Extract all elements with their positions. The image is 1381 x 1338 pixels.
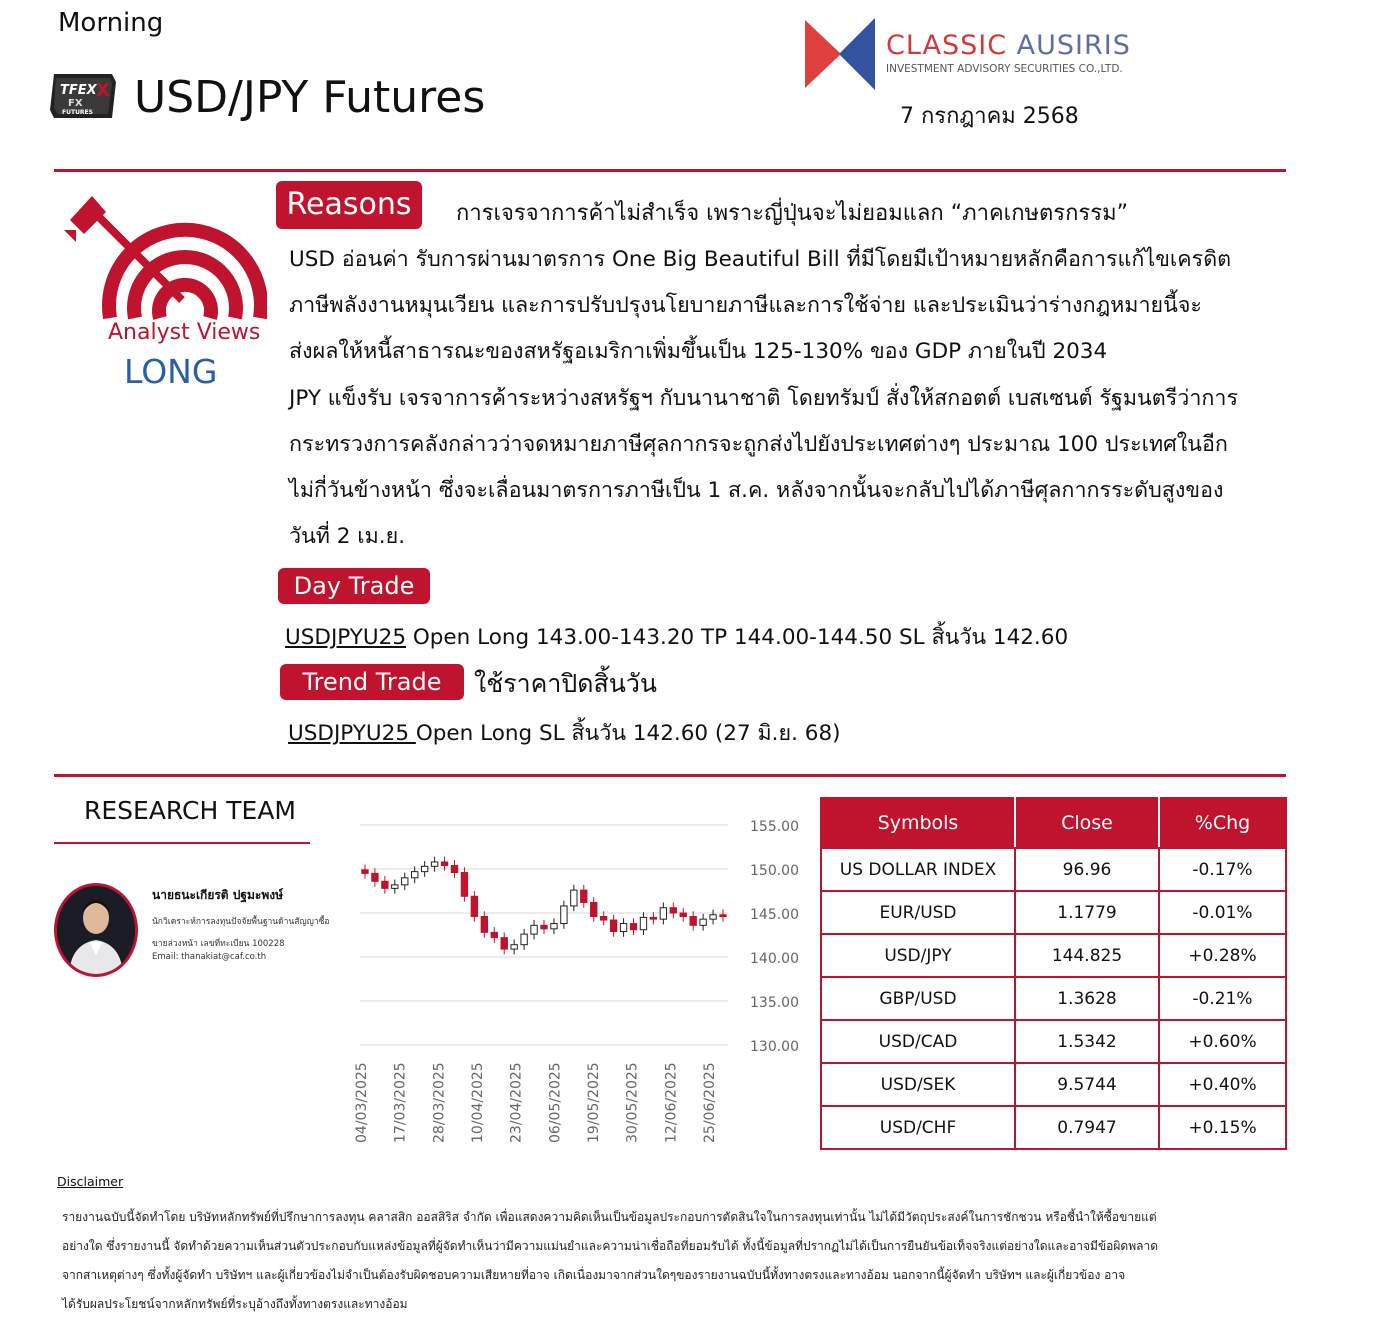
research-team-title: RESEARCH TEAM [84, 796, 296, 825]
trend-trade-line: USDJPYU25 Open Long SL สิ้นวัน 142.60 (27 มิ.ย. 68) [288, 721, 841, 746]
candle-body [511, 945, 517, 949]
target-arrow-icon [62, 190, 267, 330]
candle-body [531, 925, 537, 934]
trend-trade-symbol: USDJPYU25 [288, 721, 416, 746]
research-team-underline [54, 842, 310, 844]
candle-body [620, 924, 626, 932]
jpy-reason: JPY แข็งรับ เจรจาการค้าระหว่างสหรัฐฯ กับนานาชาติ โดยทรัมป์ สั่งให้สกอตต์ เบสเซนต์ รัฐมนตรีว่าการ กระทรวงการคลังกล่าวว่าจดหมายภาษีศุลกากรจะถูกส่งไปยังประเทศต่างๆ ประมาณ 100 ประเทศในอีก ไม่กี่วันข้างหน้า ซึ่งจะเลื่อนมาตรการภาษีเป็น 1 ส.ค. หลังจากนั้นจะกลับไปได้ภาษีศุลกากรระดับสูงของ วันที่ 2 เม.ย. [289, 386, 1239, 549]
candle-body [660, 908, 666, 919]
market-table-header [821, 798, 1286, 848]
day-trade-tag: Day Trade [278, 568, 430, 604]
svg-text:FX: FX [68, 98, 83, 109]
candle-body [541, 925, 547, 929]
svg-text:TFEX: TFEX [60, 83, 97, 98]
analyst-name: นายธนะเกียรติ ปฐมะพงษ์ [152, 888, 284, 902]
close-cell: 1.3628 [1015, 977, 1159, 1020]
candle-body [481, 917, 487, 933]
candle-body [392, 885, 398, 889]
x-tick-label: 06/05/2025 [547, 1062, 564, 1143]
candle-body [670, 908, 676, 913]
x-tick-label: 25/06/2025 [702, 1062, 718, 1143]
candle-body [600, 917, 606, 921]
x-tick-label: 04/03/2025 [354, 1062, 370, 1143]
usd-reason: USD อ่อนค่า รับการผ่านมาตรการ One Big Beautiful Bill ที่มีโดยมีเป้าหมายหลักคือการแก้ไขเครดิต ภาษีพลังงานหมุนเวียน และการปรับปรุงนโยบายภาษีและการใช้จ่าย และประเมินว่าร่างกฎหมายนี้จะ ส่งผลให้หนี้สาธารณะของสหรัฐอเมริกาเพิ่มขึ้นเป็น 125-130% ของ GDP ภายในปี 2034 [289, 247, 1232, 364]
candle-body [372, 873, 378, 881]
candle-body [680, 913, 686, 917]
company-name: CLASSIC AUSIRIS [886, 30, 1131, 61]
company-subtitle: INVESTMENT ADVISORY SECURITIES CO.,LTD. [886, 63, 1123, 75]
candle-body [431, 862, 437, 866]
table-row [821, 934, 1286, 977]
close-cell: 144.825 [1015, 934, 1159, 977]
table-row [821, 891, 1286, 934]
change-cell: +0.15% [1159, 1106, 1286, 1149]
change-cell: -0.17% [1159, 848, 1286, 891]
section-divider [54, 774, 1286, 777]
candle-body [710, 915, 716, 919]
company-logo [805, 18, 875, 90]
candle-body [650, 917, 656, 919]
x-tick-label: 19/05/2025 [586, 1062, 602, 1143]
candle-body [610, 920, 616, 931]
symbol-cell: US DOLLAR INDEX [821, 848, 1015, 891]
candle-body [461, 873, 467, 897]
day-trade-symbol: USDJPYU25 [285, 625, 407, 650]
candle-body [551, 924, 557, 929]
candle-body [700, 919, 706, 925]
x-tick-label: 10/04/2025 [470, 1062, 486, 1143]
analyst-views-label: Analyst Views [108, 320, 261, 345]
close-cell: 0.7947 [1015, 1106, 1159, 1149]
symbol-cell: GBP/USD [821, 977, 1015, 1020]
candle-body [491, 932, 497, 937]
change-cell: +0.40% [1159, 1063, 1286, 1106]
usdjpy-price-chart [340, 800, 810, 1152]
table-row [821, 1106, 1286, 1149]
symbol-cell: USD/SEK [821, 1063, 1015, 1106]
candle-body [630, 924, 636, 930]
candle-body [571, 890, 577, 906]
candle-body [402, 878, 408, 885]
candle-body [382, 881, 388, 888]
candle-body [521, 934, 527, 945]
column-header: Symbols [821, 798, 1015, 848]
close-cell: 1.1779 [1015, 891, 1159, 934]
y-tick-label: 145.00 [750, 907, 799, 923]
reasons-tag: Reasons [276, 181, 422, 229]
analyst-email: Email: thanakiat@caf.co.th [152, 952, 267, 962]
y-tick-label: 150.00 [750, 863, 799, 879]
candle-body [581, 890, 587, 902]
candle-body [720, 915, 726, 917]
candle-body [412, 872, 418, 878]
analyst-avatar [54, 883, 138, 977]
x-tick-label: 23/04/2025 [508, 1062, 525, 1143]
table-row [821, 1063, 1286, 1106]
symbol-cell: USD/JPY [821, 934, 1015, 977]
svg-text:X: X [96, 80, 110, 101]
trend-trade-note: ใช้ราคาปิดสิ้นวัน [474, 669, 657, 698]
candle-body [441, 862, 447, 866]
candle-body [561, 906, 567, 924]
page-title: USD/JPY Futures [134, 72, 486, 123]
x-tick-label: 30/05/2025 [624, 1062, 641, 1143]
y-tick-label: 130.00 [750, 1039, 799, 1055]
close-cell: 9.5744 [1015, 1063, 1159, 1106]
symbol-cell: EUR/USD [821, 891, 1015, 934]
candle-body [591, 902, 597, 916]
candle-body [451, 865, 457, 872]
candle-body [640, 917, 646, 929]
report-date: 7 กรกฎาคม 2568 [900, 104, 1079, 129]
table-row [821, 977, 1286, 1020]
x-tick-label: 28/03/2025 [431, 1062, 448, 1143]
y-tick-label: 135.00 [750, 995, 799, 1011]
analyst-role: นักวิเคราะห์การลงทุนปัจจัยพื้นฐานด้านสัญญาซื้อ ขายล่วงหน้า เลขที่ทะเบียน 100228 [152, 917, 330, 949]
symbol-cell: USD/CHF [821, 1106, 1015, 1149]
y-tick-label: 140.00 [750, 951, 799, 967]
trend-trade-tag: Trend Trade [280, 664, 464, 700]
candle-body [501, 938, 507, 949]
column-header: Close [1015, 798, 1159, 848]
candle-body [471, 896, 477, 916]
change-cell: -0.21% [1159, 977, 1286, 1020]
change-cell: +0.60% [1159, 1020, 1286, 1063]
y-tick-label: 155.00 [750, 819, 799, 835]
view-direction: LONG [124, 352, 218, 391]
disclaimer-title: Disclaimer [57, 1174, 124, 1189]
close-cell: 1.5342 [1015, 1020, 1159, 1063]
change-cell: +0.28% [1159, 934, 1286, 977]
svg-text:FUTURES: FUTURES [62, 109, 93, 116]
symbol-cell: USD/CAD [821, 1020, 1015, 1063]
section-divider [54, 169, 1286, 172]
tfex-fx-futures-logo [50, 72, 116, 120]
table-row [821, 1020, 1286, 1063]
candle-body [690, 917, 696, 926]
day-trade-line: USDJPYU25 Open Long 143.00-143.20 TP 144.00-144.50 SL สิ้นวัน 142.60 [285, 625, 1069, 650]
market-table [820, 797, 1287, 1150]
x-tick-label: 17/03/2025 [392, 1062, 409, 1143]
column-header: %Chg [1159, 798, 1286, 848]
close-cell: 96.96 [1015, 848, 1159, 891]
edition-label: Morning [58, 8, 164, 38]
reasons-headline: การเจรจาการค้าไม่สำเร็จ เพราะญี่ปุ่นจะไม่ยอมแลก “ภาคเกษตรกรรม” [456, 201, 1128, 226]
candle-body [421, 866, 427, 871]
table-row [821, 848, 1286, 891]
x-tick-label: 12/06/2025 [663, 1062, 680, 1143]
change-cell: -0.01% [1159, 891, 1286, 934]
disclaimer-text: รายงานฉบับนี้จัดทำโดย บริษัทหลักทรัพย์ที่ปรึกษาการลงทุน คลาสสิก ออสสิริส จำกัด เพื่อแสดงความคิดเห็นเป็นข้อมูลประกอบการตัดสินใจในการลงทุนเท่านั้น ไม่ได้มีวัตถุประสงค์ในการชักชวน หรือชี้นำให้ซื้อขายแต่ อย่างใด ซึ่งรายงานนี้ จัดทำด้วยความเห็นส่วนตัวประกอบกับแหล่งข้อมูลที่ผู้จัดทำเห็นว่ามีความแม่นยำและความน่าเชื่อถือที่ยอมรับได้ ทั้งนี้ข้อมูลที่ปรากฏไม่ได้เป็นการยืนยันข้อเท็จจริงแต่อย่างใดและอาจมีข้อผิดพลาด จากสาเหตุต่างๆ ซึ่งทั้งผู้จัดทำ บริษัทฯ และผู้เกี่ยวข้องไม่จำเป็นต้องรับผิดชอบความเสียหายที่อาจ เกิดเนื่องมาจากส่วนใดๆของรายงานฉบับนี้ทั้งทางตรงและทางอ้อม นอกจากนี้ผู้จัดทำ บริษัทฯ และผู้เกี่ยวข้อง อาจ ได้รับผลประโยชน์จากหลักทรัพย์ที่ระบุอ้างถึงทั้งทางตรงและทางอ้อม [62, 1210, 1158, 1311]
candle-body [362, 870, 368, 874]
